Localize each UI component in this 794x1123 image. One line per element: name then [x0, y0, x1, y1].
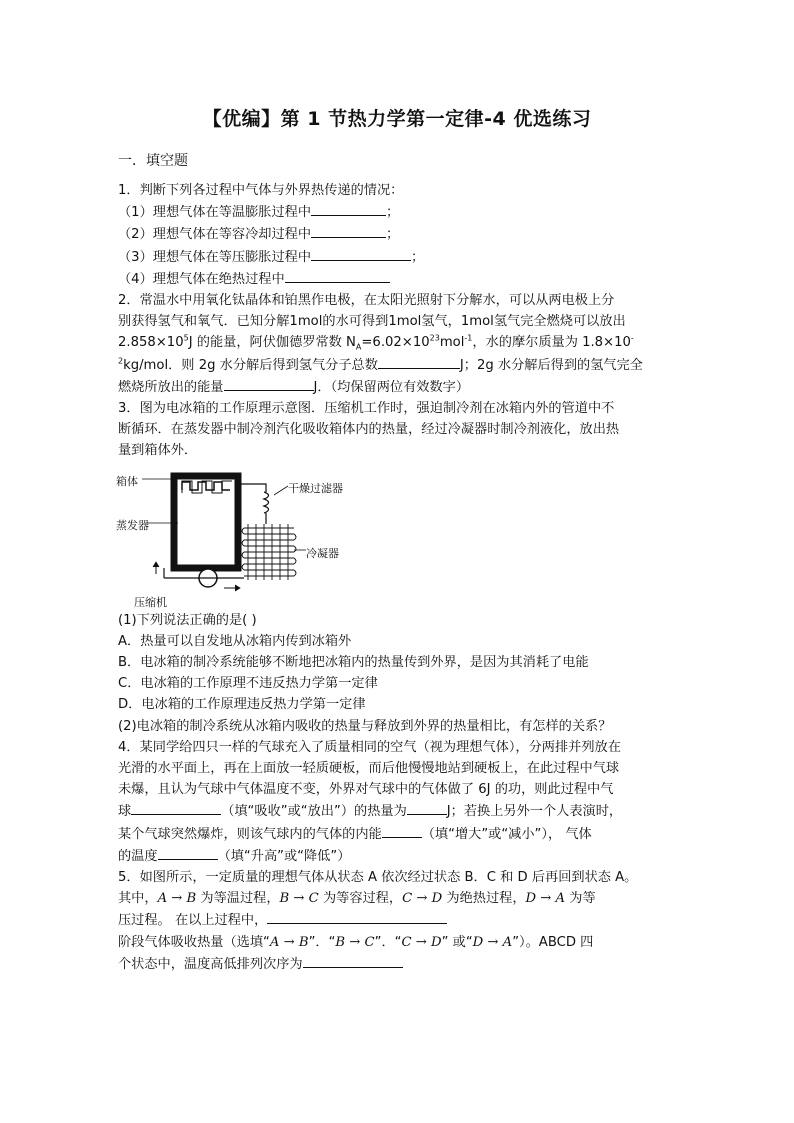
- q2-line-3: $2.858\times 10^5J$ 的能量，阿伏伽德罗常数 $N_A=6.02\times 10^{23}mol^{-1}$，水的摩尔质量为 1.8×10-: [118, 334, 634, 353]
- q4-line-6: 的温度 （填“升高”或“降低”）: [118, 845, 680, 867]
- answer-blank[interactable]: [303, 953, 403, 968]
- answer-blank[interactable]: [407, 800, 447, 815]
- q3-line-3: 量到箱体外．: [118, 443, 198, 459]
- evaporator-coil: [182, 482, 230, 490]
- flow-arrow-right-head: [235, 585, 240, 591]
- page-title: 【优编】第 1 节热力学第一定律-4 优选练习: [202, 108, 592, 130]
- condenser-grid: [242, 524, 296, 580]
- pipe-top: [238, 484, 266, 492]
- refrigerator-diagram: [116, 468, 356, 608]
- answer-blank[interactable]: [267, 909, 447, 924]
- label-box: 箱体: [116, 474, 138, 488]
- q4-line-3: 未爆，且认为气球中气体温度不变，外界对气球中的气体做了 6J 的功，则此过程中气: [118, 782, 614, 798]
- q3-option-a[interactable]: A．热量可以自发地从冰箱内传到冰箱外: [118, 633, 352, 649]
- q3-sub-2: (2)电冰箱的制冷系统从冰箱内吸收的热量与释放到外界的热量相比，有怎样的关系？: [118, 718, 612, 734]
- q2-line-2: 别获得氢气和氧气．已知分解1mol的水可得到1mol氢气，1mol氢气完全燃烧可以放出: [118, 314, 626, 330]
- q5-line-3: 压过程。 在以上过程中，: [118, 909, 680, 931]
- q2-line-4: $^2$kg/mol．则 2g 水分解后得到氢气分子总数 J；2g 水分解后得到的氢气完全: [118, 354, 680, 376]
- q4-line-2: 光滑的水平面上，再在上面放一轻质硬板，而后他慢慢地站到硬板上，在此过程中气球: [118, 761, 620, 777]
- answer-blank[interactable]: [224, 376, 314, 391]
- q5-line-5: 个状态中，温度高低排列次序为: [118, 953, 680, 975]
- label-compressor: 压缩机: [134, 595, 167, 609]
- flow-arrow-up-head: [153, 562, 159, 567]
- answer-blank[interactable]: [131, 800, 221, 815]
- q5-line-1: 5．如图所示，一定质量的理想气体从状态 A 依次经过状态 B．C 和 D 后再回到状态 A。: [118, 870, 638, 886]
- q5-line-2: 其中，A → B 为等温过程，B → C 为等容过程，C → D 为绝热过程，D → A 为等: [118, 891, 596, 907]
- q3-line-2: 断循环．在蒸发器中制冷剂汽化吸收箱体内的热量，经过冷凝器时制冷剂液化，放出热: [118, 422, 620, 438]
- label-filter: 干燥过滤器: [288, 481, 343, 495]
- q3-option-d[interactable]: D．电冰箱的工作原理违反热力学第一定律: [118, 697, 366, 713]
- q3-line-1: 3．图为电冰箱的工作原理示意图．压缩机工作时，强迫制冷剂在冰箱内外的管道中不: [118, 401, 615, 417]
- q1-item-3: （3）理想气体在等压膨胀过程中 ；: [118, 246, 680, 268]
- q4-line-1: 4．某同学给四只一样的气球充入了质量相同的空气（视为理想气体），分两排并列放在: [118, 739, 621, 755]
- answer-blank[interactable]: [311, 223, 386, 238]
- question-body: [118, 180, 680, 975]
- q3-sub-1: (1)下列说法正确的是( ): [118, 612, 257, 628]
- answer-blank[interactable]: [311, 246, 411, 261]
- label-evaporator: 蒸发器: [116, 518, 149, 532]
- q1-item-2: （2）理想气体在等容冷却过程中 ；: [118, 223, 680, 245]
- q2-line-5: 燃烧所放出的能量 J．（均保留两位有效数字）: [118, 376, 680, 398]
- q4-line-4: 球 （填“吸收”或“放出”）的热量为 J；若换上另外一个人表演时，: [118, 800, 680, 822]
- answer-blank[interactable]: [158, 845, 218, 860]
- q3-option-c[interactable]: C．电冰箱的工作原理不违反热力学第一定律: [118, 676, 378, 692]
- q5-line-4: 阶段气体吸收热量（选填“A → B”．“B → C”．“C → D” 或“D → A”）。ABCD 四: [118, 934, 594, 950]
- section-heading: 一．填空题: [118, 153, 188, 169]
- label-condenser: 冷凝器: [306, 546, 339, 560]
- q3-option-b[interactable]: B．电冰箱的制冷系统能够不断地把冰箱内的热量传到外界，是因为其消耗了电能: [118, 655, 589, 671]
- q1-item-1: （1）理想气体在等温膨胀过程中 ；: [118, 201, 680, 223]
- q1-stem: 1．判断下列各过程中气体与外界热传递的情况：: [118, 183, 404, 198]
- answer-blank[interactable]: [311, 201, 386, 216]
- q1-item-4: （4）理想气体在绝热过程中: [118, 268, 680, 290]
- q2-line-1: 2．常温水中用氧化钛晶体和铂黑作电极，在太阳光照射下分解水，可以从两电极上分: [118, 293, 615, 309]
- answer-blank[interactable]: [285, 268, 390, 283]
- answer-blank[interactable]: [378, 354, 460, 369]
- label-leader-filter: [274, 486, 288, 495]
- q4-line-5: 某个气球突然爆炸，则该气球内的气体的内能 （填“增大”或“减小”）， 气体: [118, 823, 680, 845]
- filter-coil: [264, 492, 269, 513]
- answer-blank[interactable]: [382, 823, 422, 838]
